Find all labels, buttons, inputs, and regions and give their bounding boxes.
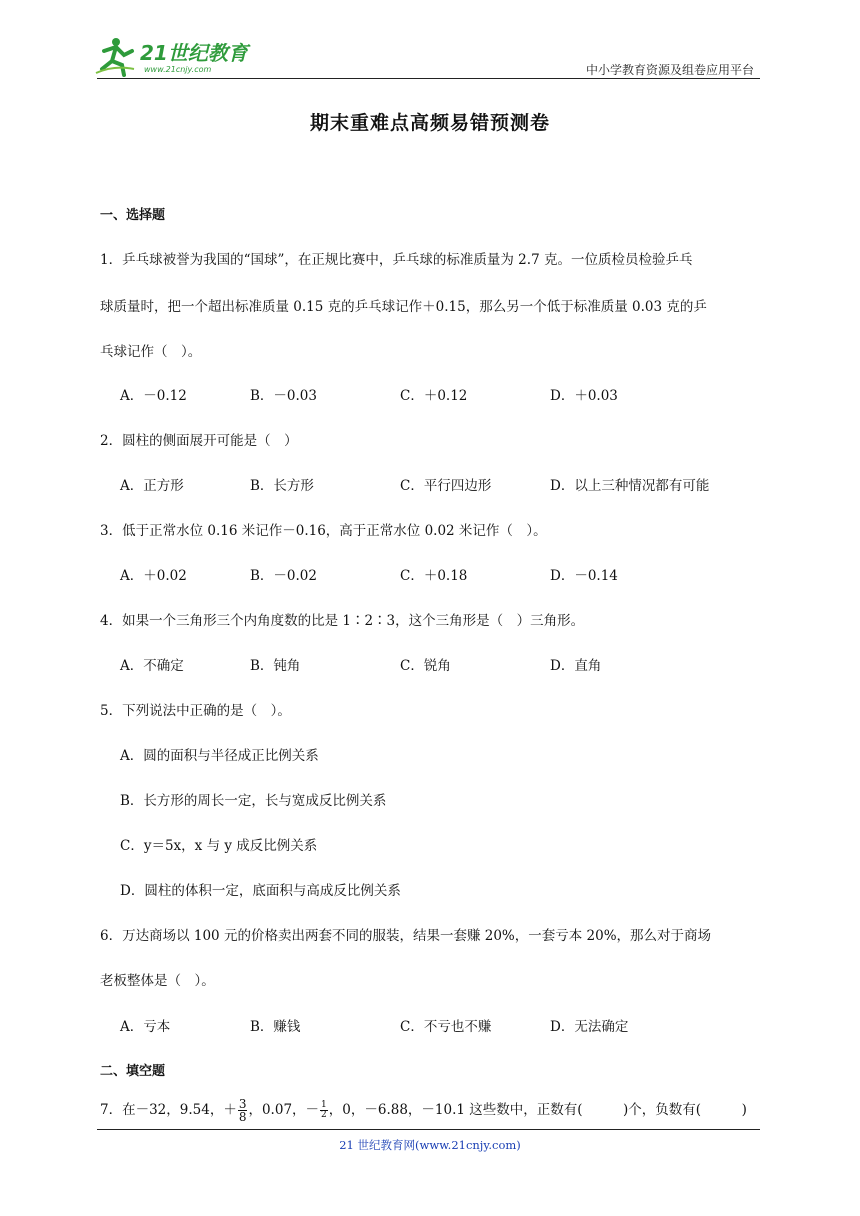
question-1-line-3: 乓球记作（ ）。	[100, 344, 202, 360]
question-6-line-1: 6．万达商场以 100 元的价格卖出两套不同的服装，结果一套赚 20%，一套亏本 20%，那么对于商场	[100, 928, 712, 944]
option-d[interactable]: D．－0.14	[550, 568, 618, 584]
question-2-stem: 2．圆柱的侧面展开可能是（ ）	[100, 433, 298, 449]
option-a[interactable]: A．正方形	[120, 478, 184, 494]
option-b[interactable]: B．赚钱	[250, 1019, 301, 1035]
platform-label: 中小学教育资源及组卷应用平台	[585, 63, 754, 77]
question-7-stem	[100, 1096, 765, 1124]
option-a[interactable]: A．－0.12	[120, 388, 187, 404]
question-6-line-2: 老板整体是（ ）。	[100, 973, 215, 989]
fraction-three-eighths: $\frac{3}{8}$	[238, 1097, 247, 1124]
question-5-option-c[interactable]: C．y＝5x，x 与 y 成反比例关系	[120, 838, 318, 854]
footer-divider	[97, 1129, 760, 1130]
option-b[interactable]: B．－0.03	[250, 388, 317, 404]
question-3-stem: 3．低于正常水位 0.16 米记作－0.16，高于正常水位 0.02 米记作（ ）。	[100, 523, 547, 539]
question-5-stem: 5．下列说法中正确的是（ ）。	[100, 703, 291, 719]
header-divider	[97, 78, 760, 79]
logo	[94, 35, 264, 77]
question-5-option-d[interactable]: D．圆柱的体积一定，底面积与高成反比例关系	[120, 883, 401, 899]
question-4-stem: 4．如果一个三角形三个内角度数的比是 1∶2∶3，这个三角形是（ ）三角形。	[100, 613, 585, 629]
option-c[interactable]: C．＋0.12	[400, 388, 468, 404]
page-title: 期末重难点高频易错预测卷	[309, 112, 550, 134]
option-c[interactable]: C．不亏也不赚	[400, 1019, 492, 1035]
option-c[interactable]: C．＋0.18	[400, 568, 468, 584]
option-b[interactable]: B．长方形	[250, 478, 314, 494]
option-d[interactable]: D．＋0.03	[550, 388, 618, 404]
option-d[interactable]: D．以上三种情况都有可能	[550, 478, 710, 494]
q7-text-2: ，0.07，－	[248, 1102, 320, 1118]
option-d[interactable]: D．无法确定	[550, 1019, 629, 1035]
question-5-option-b[interactable]: B．长方形的周长一定，长与宽成反比例关系	[120, 793, 387, 809]
fraction-one-half: $\frac{1}{2}$	[321, 1100, 327, 1120]
footer-link[interactable]: 21 世纪教育网(www.21cnjy.com)	[339, 1138, 521, 1152]
option-b[interactable]: B．钝角	[250, 658, 301, 674]
question-1-line-1: 1．乒乓球被誉为我国的“国球”，在正规比赛中，乒乓球的标准质量为 2.7 克。一位质检员检验乒乓	[100, 252, 693, 268]
q7-text-1: 7．在－32，9.54，＋	[100, 1102, 237, 1118]
option-a[interactable]: A．亏本	[120, 1019, 171, 1035]
option-a[interactable]: A．不确定	[120, 658, 184, 674]
option-d[interactable]: D．直角	[550, 658, 602, 674]
question-5-option-a[interactable]: A．圆的面积与半径成正比例关系	[120, 748, 319, 764]
runner-logo-icon	[94, 35, 264, 77]
section-heading-choice: 一、选择题	[100, 208, 166, 223]
logo-text: 21世纪教育	[140, 41, 248, 65]
option-a[interactable]: A．＋0.02	[120, 568, 187, 584]
question-1-line-2: 球质量时，把一个超出标准质量 0.15 克的乒乓球记作＋0.15，那么另一个低于标准质量 0.03 克的乒	[100, 299, 707, 315]
option-c[interactable]: C．锐角	[400, 658, 451, 674]
option-b[interactable]: B．－0.02	[250, 568, 317, 584]
q7-text-3: ，0，－6.88，－10.1 这些数中，正数有( )个，负数有( )	[328, 1102, 747, 1118]
section-heading-fill: 二、填空题	[100, 1064, 166, 1079]
option-c[interactable]: C．平行四边形	[400, 478, 492, 494]
logo-url: www.21cnjy.com	[144, 65, 212, 74]
